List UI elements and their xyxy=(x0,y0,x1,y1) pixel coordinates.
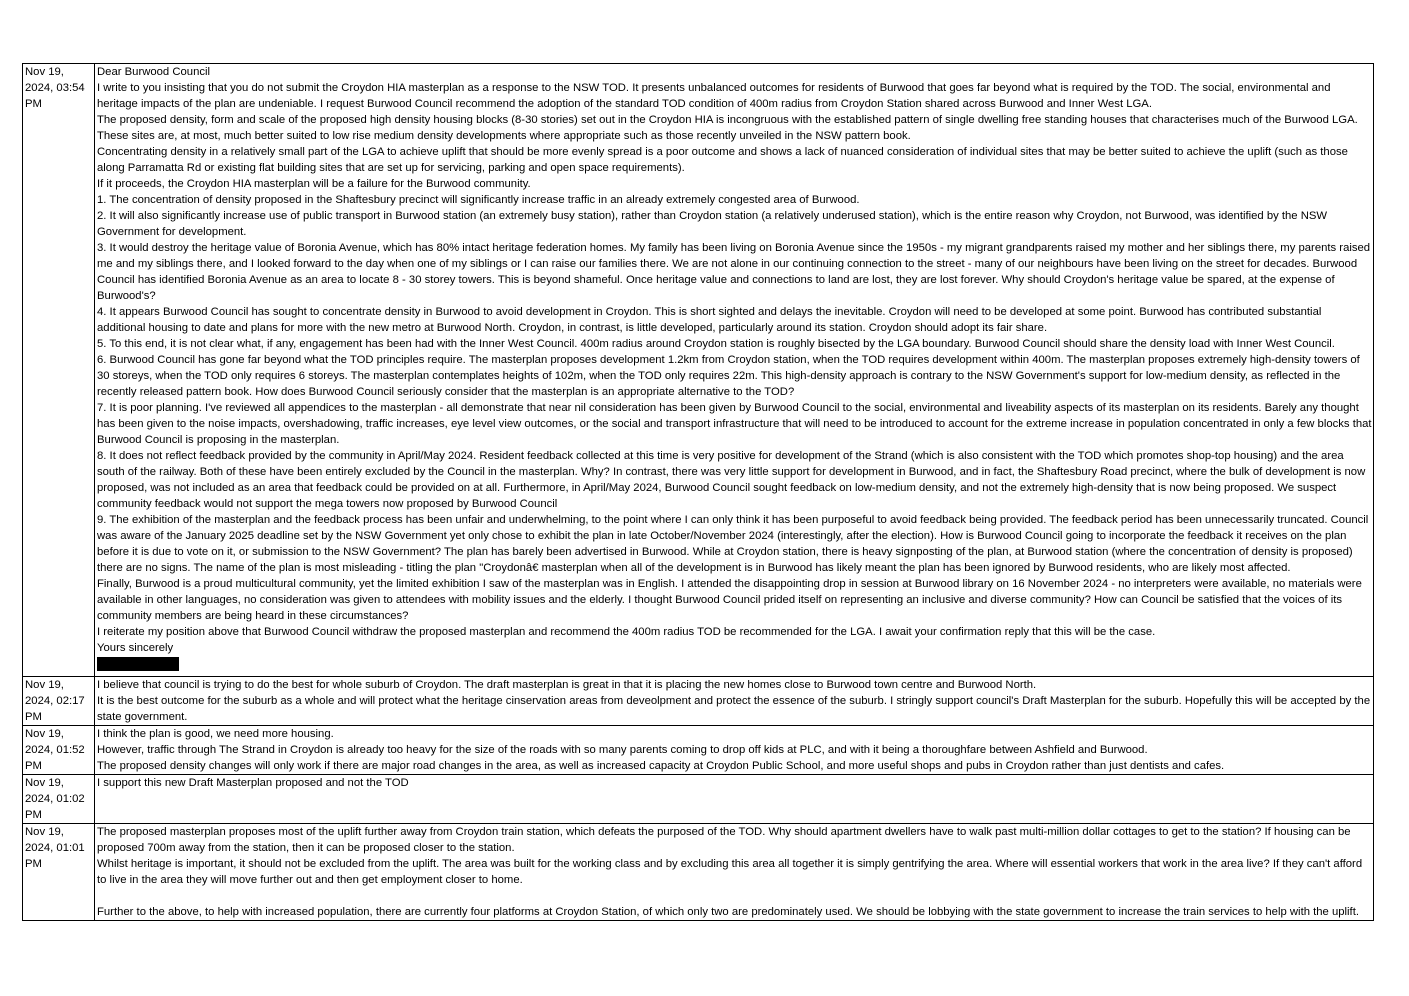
submission-text xyxy=(95,64,1374,677)
paragraph: The proposed density changes will only work if there are major road changes in the area, as well as increased capacity at Croydon Public School, and more useful shops and pubs in Croydon rather than just dentists and cafes. xyxy=(97,760,1225,772)
paragraph: 4. It appears Burwood Council has sought to concentrate density in Burwood to avoid development in Croydon. This is short sighted and delays the inevitable. Croydon will need to be developed at some point. Burwood has contributed substantial additional housing to date and plans for more with the new metro at Burwood North. Croydon, in contrast, is little developed, particularly around its station. Croydon should adopt its fair share. xyxy=(97,306,1322,334)
table-row xyxy=(23,775,1374,824)
blank-line xyxy=(97,888,1372,904)
paragraph: It is the best outcome for the suburb as a whole and will protect what the heritage cinservation areas from deveolpment and protect the essence of the suburb. I stringly support council's Draft Masterplan for the suburb. Hopefully this will be accepted by the state government. xyxy=(97,695,1371,723)
paragraph: 3. It would destroy the heritage value of Boronia Avenue, which has 80% intact heritage federation homes. My family has been living on Boronia Avenue since the 1950s - my migrant grandparents raised my mother and her siblings there, my parents raised me and my siblings there, and I looked forward to the day when one of my siblings or I can raise our families there. We are not alone in our continuing connection to the street - many of our neighbours have been living on the street for decades. Burwood Council has identified Boronia Avenue as an area to locate 8 - 30 storey towers. This is beyond shameful. Once heritage value and connections to land are lost, they are lost forever. Why should Croydon's heritage value be spared, at the expense of Burwood's? xyxy=(97,242,1371,302)
submission-date: Nov 19, 2024, 01:52 PM xyxy=(23,726,95,775)
submission-text xyxy=(95,775,1374,824)
paragraph: 7. It is poor planning. I've reviewed all appendices to the masterplan - all demonstrate that near nil consideration has been given by Burwood Council to the social, environmental and liveability aspects of its masterplan on its residents. Barely any thought has been given to the noise impacts, overshadowing, traffic increases, eye level view outcomes, or the social and transport infrastructure that will need to be introduced to account for the extreme increase in population concentrated in only a few blocks that Burwood Council is proposing in the masterplan. xyxy=(97,402,1372,446)
paragraph: 6. Burwood Council has gone far beyond what the TOD principles require. The masterplan proposes development 1.2km from Croydon station, when the TOD requires development within 400m. The masterplan proposes extremely high-density towers of 30 storeys, when the TOD only requires 6 storeys. The masterplan contemplates heights of 102m, when the TOD only requires 22m. This high-density approach is contrary to the NSW Government's support for low-medium density, as reflected in the recently released pattern book. How does Burwood Council seriously consider that the masterplan is an appropriate alternative to the TOD? xyxy=(97,354,1360,398)
paragraph: 8. It does not reflect feedback provided by the community in April/May 2024. Resident feedback collected at this time is very positive for development of the Strand (which is also consistent with the TOD which promotes shop-top housing) and the area south of the railway. Both of these have been entirely excluded by the Council in the masterplan. Why? In contrast, there was very little support for development in Burwood, and in fact, the Shaftesbury Road precinct, where the bulk of development is now proposed, was not included as an area that feedback could be provided on at all. Furthermore, in April/May 2024, Burwood Council sought feedback on low-medium density, and not the extremely high-density that is now being proposed. We suspect community feedback would not support the mega towers now proposed by Burwood Council xyxy=(97,450,1366,510)
submissions-table xyxy=(22,63,1374,921)
submission-date: Nov 19, 2024, 02:17 PM xyxy=(23,677,95,726)
paragraph: I write to you insisting that you do not submit the Croydon HIA masterplan as a response to the NSW TOD. It presents unbalanced outcomes for residents of Burwood that goes far beyond what is required by the TOD. The social, environmental and heritage impacts of the plan are undeniable. I request Burwood Council recommend the adoption of the standard TOD condition of 400m radius from Croydon Station shared across Burwood and Inner West LGA. xyxy=(97,82,1331,110)
paragraph: Whilst heritage is important, it should not be excluded from the uplift. The area was built for the working class and by excluding this area all together it is simply gentrifying the area. Where will essential workers that work in the area live? If they can't afford to live in the area they will move further out and then get employment closer to home. xyxy=(97,858,1363,886)
paragraph: 9. The exhibition of the masterplan and the feedback process has been unfair and underwhelming, to the point where I can only think it has been purposeful to avoid feedback being provided. The feedback period has been unnecessarily truncated. Council was aware of the January 2025 deadline set by the NSW Government yet only chose to exhibit the plan in late October/November 2024 (interestingly, after the election). How is Burwood Council going to incorporate the feedback it receives on the plan before it is due to vote on it, or submission to the NSW Government? The plan has barely been advertised in Burwood. While at Croydon station, there is heavy signposting of the plan, at Burwood station (where the concentration of density is proposed) there are no signs. The name of the plan is most misleading - titling the plan "Croydonâ€ masterplan when all of the development is in Burwood has likely meant the plan has been ignored by Burwood residents, who are likely most affected. xyxy=(97,514,1369,574)
redacted-signature xyxy=(97,657,179,671)
paragraph: I believe that council is trying to do the best for whole suburb of Croydon. The draft masterplan is great in that it is placing the new homes close to Burwood town centre and Burwood North. xyxy=(97,679,1037,691)
paragraph: The proposed masterplan proposes most of the uplift further away from Croydon train station, which defeats the purposed of the TOD. Why should apartment dwellers have to walk past multi-million dollar cottages to get to the station? If housing can be proposed 700m away from the station, then it can be proposed closer to the station. xyxy=(97,826,1351,854)
submission-date: Nov 19, 2024, 01:01 PM xyxy=(23,824,95,921)
submission-date: Nov 19, 2024, 03:54 PM xyxy=(23,64,95,677)
paragraph: 2. It will also significantly increase use of public transport in Burwood station (an extremely busy station), rather than Croydon station (a relatively underused station), which is the entire reason why Croydon, not Burwood, was identified by the NSW Government for development. xyxy=(97,210,1328,238)
paragraph: However, traffic through The Strand in Croydon is already too heavy for the size of the roads with so many parents coming to drop off kids at PLC, and with it being a thoroughfare between Ashfield and Burwood. xyxy=(97,744,1148,756)
paragraph: The proposed density, form and scale of the proposed high density housing blocks (8-30 stories) set out in the Croydon HIA is incongruous with the established pattern of single dwelling free standing houses that characterises much of the Burwood LGA. These sites are, at most, much better suited to low rise medium density developments where appropriate such as those recently unveiled in the NSW pattern book. xyxy=(97,114,1358,142)
paragraph: Finally, Burwood is a proud multicultural community, yet the limited exhibition I saw of the masterplan was in English. I attended the disappointing drop in session at Burwood library on 16 November 2024 - no interpreters were available, no materials were available in other languages, no consideration was given to attendees with mobility issues and the elderly. I thought Burwood Council prided itself on representing an inclusive and diverse community? How can Council be satisfied that the voices of its community members are being heard in these circumstances? xyxy=(97,578,1362,622)
table-row xyxy=(23,726,1374,775)
paragraph: 5. To this end, it is not clear what, if any, engagement has been had with the Inner West Council. 400m radius around Croydon station is roughly bisected by the LGA boundary. Burwood Council should share the density load with Inner West Council. xyxy=(97,338,1335,350)
table-row xyxy=(23,64,1374,677)
paragraph: If it proceeds, the Croydon HIA masterplan will be a failure for the Burwood community. xyxy=(97,178,531,190)
paragraph: Dear Burwood Council xyxy=(97,66,211,78)
paragraph: Further to the above, to help with increased population, there are currently four platforms at Croydon Station, of which only two are predominately used. We should be lobbying with the state government to increase the train services to help with the uplift. xyxy=(97,906,1359,918)
submission-text xyxy=(95,726,1374,775)
submission-date: Nov 19, 2024, 01:02 PM xyxy=(23,775,95,824)
submission-text xyxy=(95,824,1374,921)
paragraph: Concentrating density in a relatively small part of the LGA to achieve uplift that should be more evenly spread is a poor outcome and shows a lack of nuanced consideration of individual sites that may be better suited to achieve the uplift (such as those along Parramatta Rd or existing flat building sites that are set up for servicing, parking and open space requirements). xyxy=(97,146,1348,174)
paragraph: I support this new Draft Masterplan proposed and not the TOD xyxy=(97,777,409,789)
paragraph: I reiterate my position above that Burwood Council withdraw the proposed masterplan and recommend the 400m radius TOD be recommended for the LGA. I await your confirmation reply that this will be the case. xyxy=(97,626,1156,638)
paragraph: Yours sincerely xyxy=(97,642,174,654)
table-row xyxy=(23,824,1374,921)
paragraph: 1. The concentration of density proposed in the Shaftesbury precinct will significantly increase traffic in an already extremely congested area of Burwood. xyxy=(97,194,860,206)
submission-text xyxy=(95,677,1374,726)
paragraph: I think the plan is good, we need more housing. xyxy=(97,728,334,740)
table-row xyxy=(23,677,1374,726)
